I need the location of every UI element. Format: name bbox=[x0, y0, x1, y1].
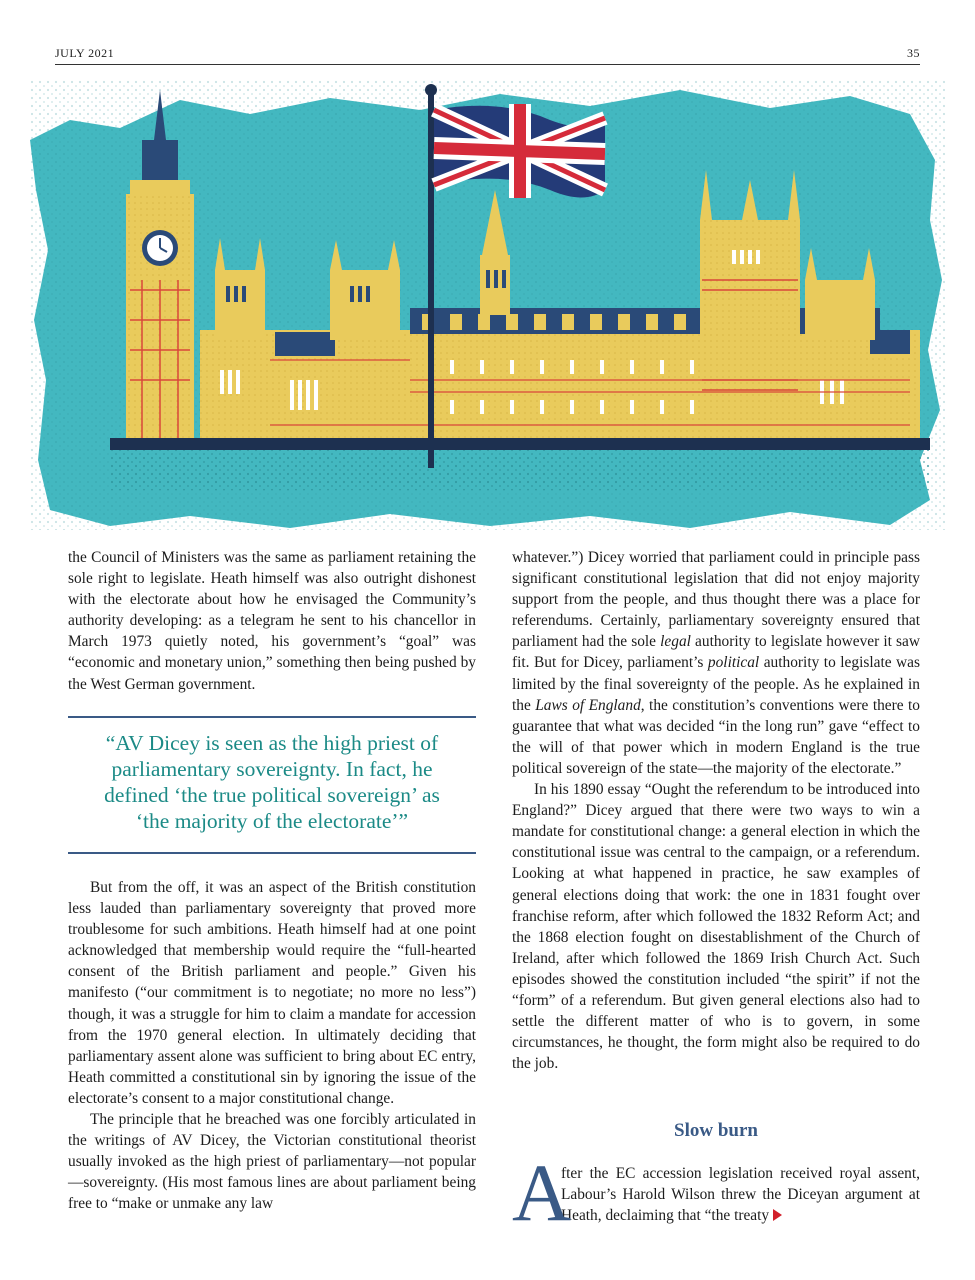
issue-date: JULY 2021 bbox=[55, 46, 115, 60]
continue-arrow-icon bbox=[773, 1209, 782, 1221]
pull-quote-text: “AV Dicey is seen as the high priest of parliamentary sovereignty. In fact, he defined ‘the true political sovereign’ as ‘the majority of the electorate’” bbox=[104, 731, 440, 833]
drop-cap: A bbox=[512, 1147, 572, 1238]
paragraph: In his 1890 essay “Ought the referendum to be introduced into England?” Dicey argued that there were two ways to win a mandate for constitutional change: a general election in which the constitutional issue was central to the campaign, or a referendum. Looking at what happened in practice, he saw examples of general elections doing that work: the one in 1831 fought over franchise reform, after which followed the 1832 Reform Act; and the 1868 election fought on disestablishment of the Church of Ireland, after which followed the 1869 Irish Church Act. Such episodes showed the constitution included “the spirit” if not the “form” of a referendum. But given general elections also had to settle the different matter of who is to govern, in some circumstances, he thought, the form might also be required to do the job. bbox=[512, 781, 920, 1073]
paragraph: The principle that he breached was one forcibly articulated in the writings of AV Dicey, the Victorian constitutional theorist usually invoked as the high priest of parliamentary—not popular—sovereignty. (His most famous lines are about parliament being free to “make or unmake any law bbox=[68, 1111, 476, 1213]
header-rule bbox=[55, 64, 920, 65]
paragraph: fter the EC accession legislation received royal assent, Labour’s Harold Wilson threw the Diceyan argument at Heath, declaiming that “the treaty bbox=[561, 1165, 920, 1225]
dropcap-paragraph bbox=[512, 1147, 920, 1238]
page-header bbox=[55, 44, 920, 64]
left-column-top bbox=[68, 547, 476, 695]
paragraph: whatever.”) Dicey worried that parliament could in principle pass significant constitutional legislation that did not enjoy majority support from the people, and thus thought there was a place for referendums. Certainly, parliamentary sovereignty ensured that parliament had the sole legal authority to legislate however it saw fit. But for Dicey, parliament’s political authority to legislate was limited by the final sovereignty of the people. As he explained in the Laws of England, the constitution’s conventions were there to guarantee that what was decided “in the long run” gave “effect to the will of that power which in modern England is the true political sovereign of the state—the majority of the electorate.” bbox=[512, 549, 920, 777]
left-column-bottom bbox=[68, 877, 476, 1215]
parliament-illustration bbox=[30, 80, 945, 530]
page-number: 35 bbox=[907, 46, 920, 60]
section-subhead: Slow burn bbox=[674, 1120, 758, 1141]
pull-quote bbox=[68, 716, 476, 854]
embankment bbox=[110, 438, 930, 450]
paragraph: But from the off, it was an aspect of the British constitution less lauded than parliamentary sovereignty that proved more troublesome for such ambitions. Heath himself had at one point acknowledged that membership would require the “full-hearted consent of the British parliament and people.” Given his manifesto (“our commitment is to negotiate; no more no less”) though, it was a struggle for him to claim a mandate for accession from the 1970 general election. In ultimately deciding that parliamentary assent alone was sufficient to bring about EC entry, Heath committed a constitutional sin by ignoring the issue of the electorate’s consent to a major constitutional change. bbox=[68, 879, 476, 1107]
right-column bbox=[512, 547, 920, 1074]
paragraph: the Council of Ministers was the same as parliament retaining the sole right to legislate. Heath himself was also outright dishonest with the electorate about how he envisaged the Community’s authority developing: as a telegram he sent to his chancellor in March 1973 quietly noted, his government’s “goal” was “economic and monetary union,” something then being pushed by the West German government. bbox=[68, 549, 476, 693]
